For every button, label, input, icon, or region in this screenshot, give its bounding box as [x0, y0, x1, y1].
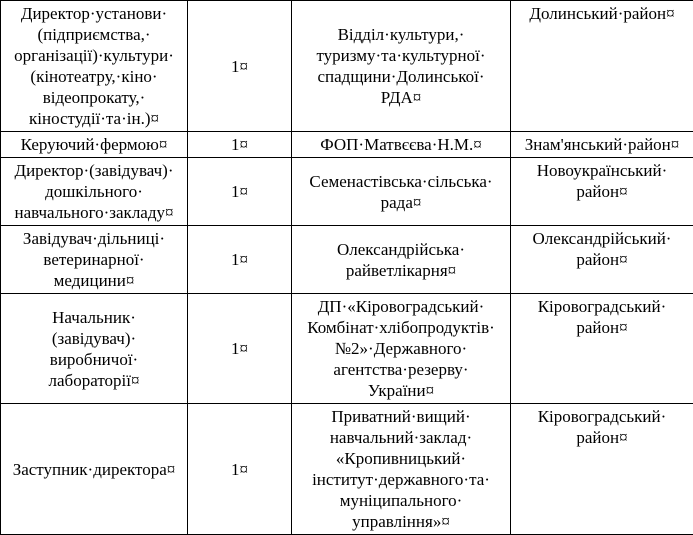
count-text: 1¤: [231, 460, 248, 479]
table-row: [1, 132, 693, 158]
region-cell: [511, 226, 693, 294]
count-text: 1¤: [231, 250, 248, 269]
region-text: Кіровоградський· район¤: [538, 297, 667, 337]
employer-text: ДП·«Кіровоградський· Комбінат·хлібопродуктів· №2»·Державного· агентства·резерву· України¤: [307, 297, 495, 400]
employer-text: Відділ·культури,· туризму·та·культурної· спадщини·Долинської· РДА¤: [316, 25, 485, 107]
position-text: Керуючий·фермою¤: [21, 135, 168, 154]
table-row: [1, 158, 693, 226]
employer-cell: [292, 132, 511, 158]
region-text: Новоукраїнський· район¤: [537, 161, 668, 201]
employer-cell: [292, 404, 511, 535]
position-text: Завідувач·дільниці· ветеринарної· медицини¤: [23, 229, 165, 290]
position-cell: [1, 132, 188, 158]
employer-text: ФОП·Матвєєва·Н.М.¤: [320, 135, 482, 154]
table-row: [1, 1, 693, 132]
region-text: Долинський·район¤: [529, 4, 674, 23]
position-text: Директор·(завідувач)· дошкільного· навчального·закладу¤: [14, 161, 173, 222]
count-cell: [188, 1, 292, 132]
region-cell: [511, 158, 693, 226]
employer-cell: [292, 158, 511, 226]
position-text: Начальник· (завідувач)· виробничої· лабораторії¤: [49, 308, 140, 390]
employer-text: Олександрійська· райветлікарня¤: [337, 240, 465, 280]
position-text: Директор·установи· (підприємства,· організації)·культури· (кінотеатру,·кіно· відеопрокату,· кіностудії·та·ін.)¤: [14, 4, 174, 128]
region-cell: [511, 404, 693, 535]
employer-cell: [292, 294, 511, 404]
region-cell: [511, 1, 693, 132]
region-text: Знам'янський·район¤: [525, 135, 680, 154]
position-cell: [1, 158, 188, 226]
table-row: [1, 404, 693, 535]
employer-text: Семенастівська·сільська· рада¤: [309, 172, 492, 212]
count-text: 1¤: [231, 57, 248, 76]
count-text: 1¤: [231, 182, 248, 201]
region-text: Олександрійський· район¤: [533, 229, 672, 269]
count-text: 1¤: [231, 339, 248, 358]
position-text: Заступник·директора¤: [13, 460, 176, 479]
table-row: [1, 226, 693, 294]
count-text: 1¤: [231, 135, 248, 154]
employer-text: Приватний·вищий· навчальний·заклад· «Кропивницький· інститут·державного·та· муніципального· управління»¤: [312, 407, 490, 531]
count-cell: [188, 404, 292, 535]
region-text: Кіровоградський· район¤: [538, 407, 667, 447]
count-cell: [188, 226, 292, 294]
position-cell: [1, 226, 188, 294]
count-cell: [188, 294, 292, 404]
table-row: [1, 294, 693, 404]
position-cell: [1, 1, 188, 132]
region-cell: [511, 132, 693, 158]
employer-cell: [292, 1, 511, 132]
region-cell: [511, 294, 693, 404]
count-cell: [188, 158, 292, 226]
count-cell: [188, 132, 292, 158]
position-cell: [1, 404, 188, 535]
position-cell: [1, 294, 188, 404]
employer-cell: [292, 226, 511, 294]
